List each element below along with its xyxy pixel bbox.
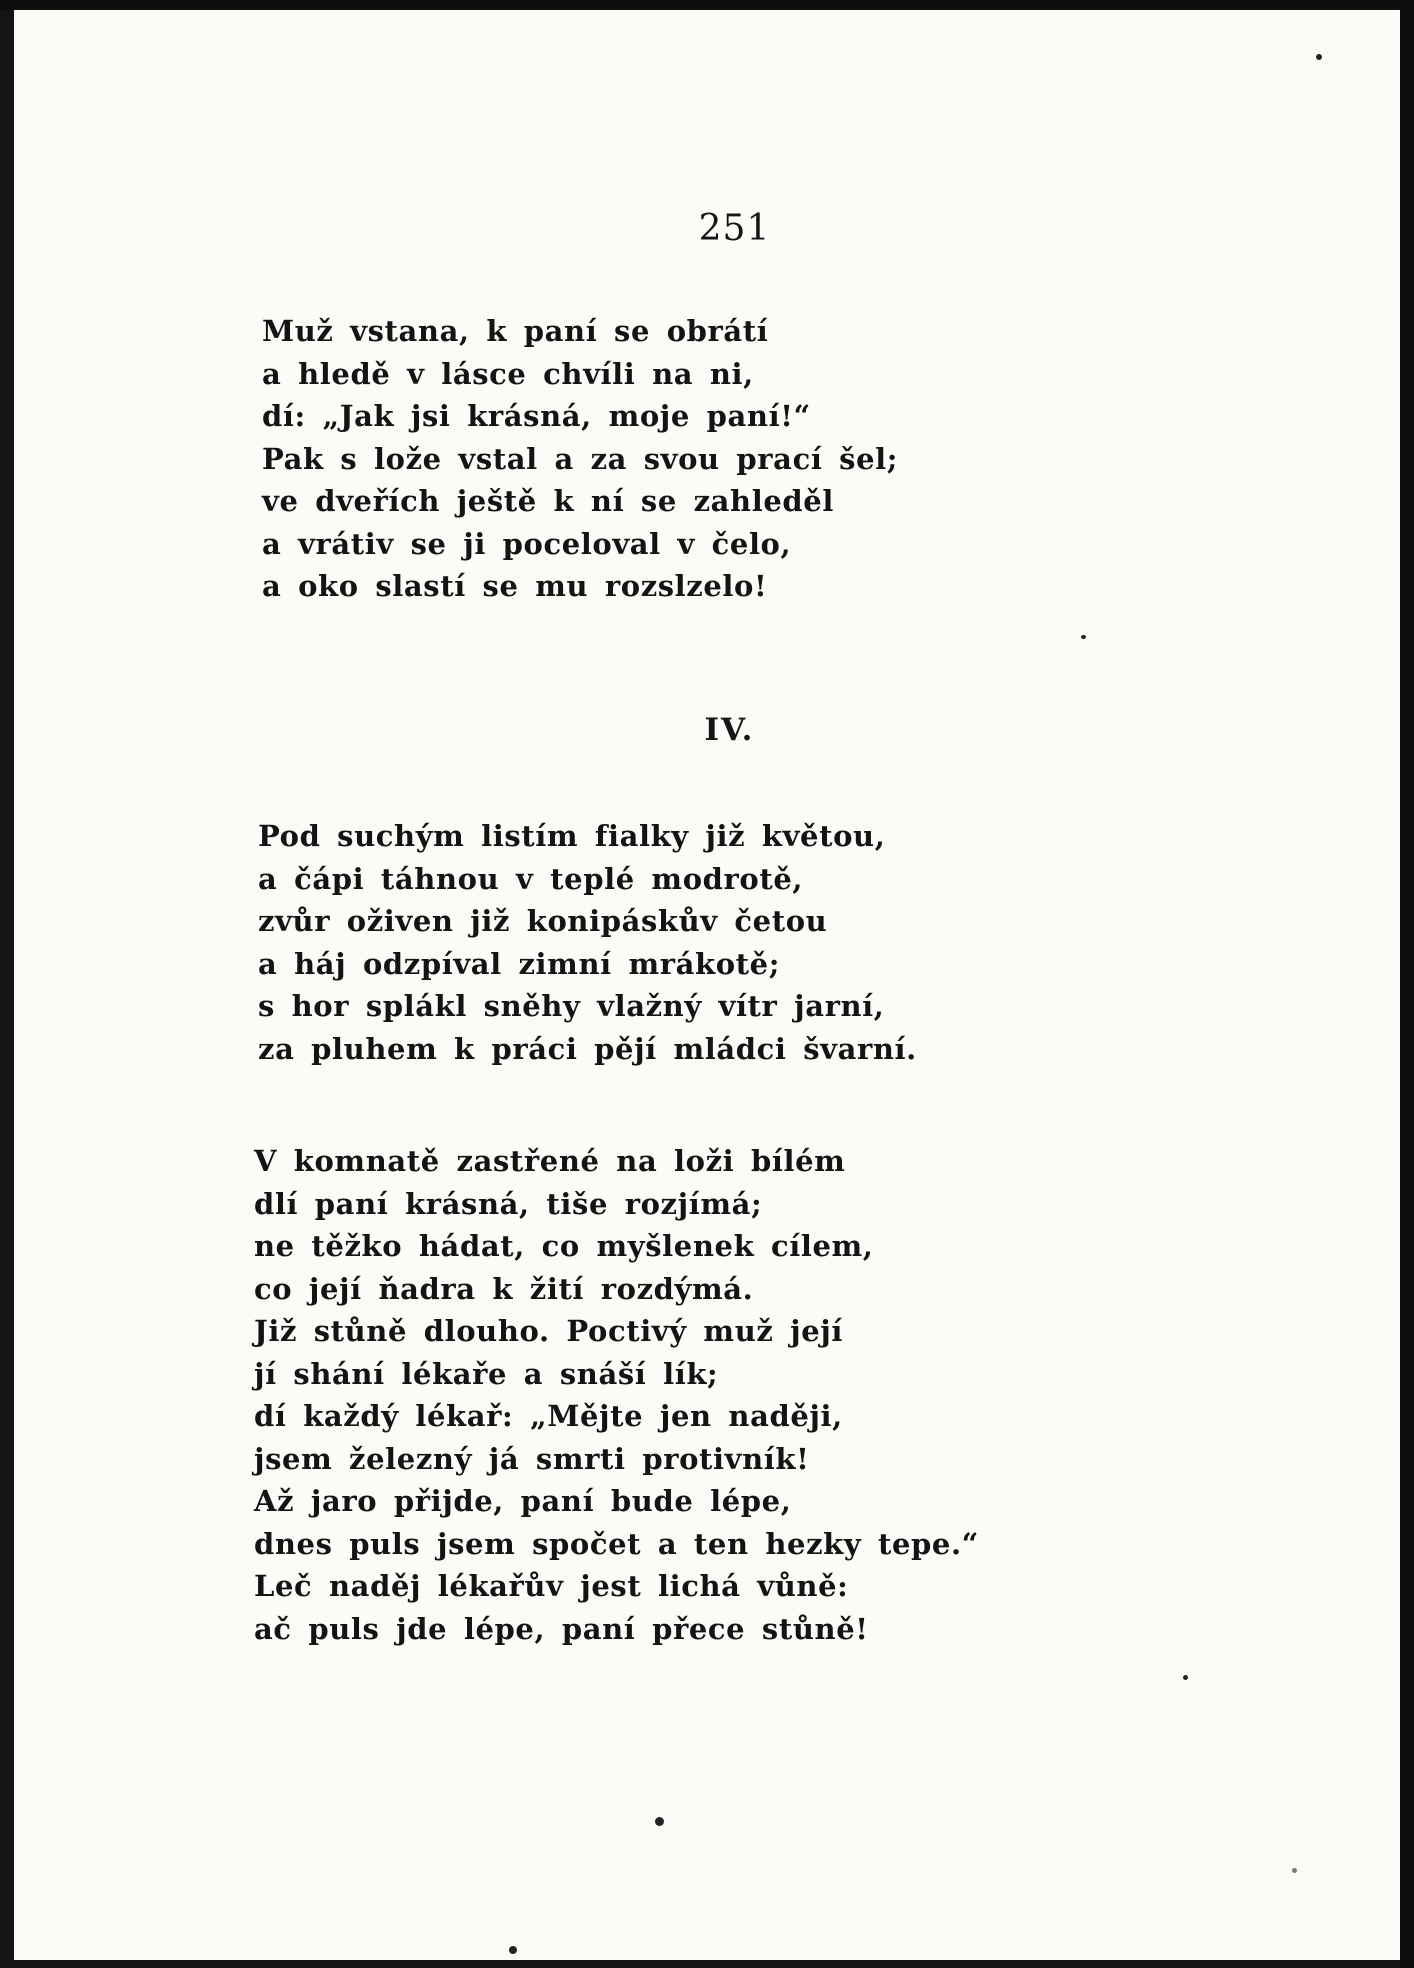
verse-line: dí: „Jak jsi krásná, moje paní!“ — [262, 399, 811, 433]
verse-line: s hor splákl sněhy vlažný vítr jarní, — [258, 989, 885, 1023]
stanza-3 — [254, 1140, 979, 1650]
verse-line: dnes puls jsem spočet a ten hezky tepe.“ — [254, 1526, 979, 1561]
verse-line: Leč naděj lékařův jest lichá vůně: — [254, 1569, 849, 1603]
verse-line: a hledě v lásce chvíli na ni, — [262, 356, 754, 391]
verse-line: ve dveřích ještě k ní se zahleděl — [262, 484, 834, 518]
verse-line: ač puls jde lépe, paní přece stůně! — [254, 1611, 869, 1646]
scan-edge-right — [1400, 0, 1414, 1968]
verse-line: Až jaro přijde, paní bude lépe, — [254, 1484, 792, 1518]
verse-line: dí každý lékař: „Mějte jen naději, — [254, 1399, 843, 1433]
verse-line: Pod suchým listím fialky již květou, — [258, 819, 886, 853]
verse-line: jsem železný já smrti protivník! — [254, 1441, 810, 1476]
verse-line: jí shání lékaře a snáší lík; — [254, 1356, 719, 1391]
verse-line: a oko slastí se mu rozslzelo! — [262, 569, 768, 603]
verse-line: ne těžko hádat, co myšlenek cílem, — [254, 1229, 874, 1263]
page-number: 251 — [698, 208, 771, 249]
verse-line: Již stůně dlouho. Poctivý muž její — [254, 1314, 843, 1348]
stanza-1 — [262, 310, 898, 608]
verse-line: V komnatě zastřené na loži bílém — [254, 1144, 846, 1178]
verse-line: a háj odzpíval zimní mrákotě; — [258, 946, 780, 981]
verse-line: zvůr oživen již konipáskův četou — [258, 904, 828, 938]
verse-line: a čápi táhnou v teplé modrotě, — [258, 861, 804, 896]
stanza-2 — [258, 815, 917, 1070]
scan-edge-top — [0, 0, 1414, 10]
scan-speck — [1183, 1675, 1188, 1680]
scan-speck — [1081, 635, 1086, 639]
verse-line: Muž vstana, k paní se obrátí — [262, 314, 769, 348]
verse-line: za pluhem k práci pějí mládci švarní. — [258, 1031, 917, 1066]
scan-speck — [1316, 54, 1322, 60]
verse-line: Pak s lože vstal a za svou prací šel; — [262, 441, 899, 476]
verse-line: a vrátiv se ji poceloval v čelo, — [262, 526, 792, 561]
section-heading: IV. — [704, 712, 755, 748]
scan-speck — [1292, 1868, 1297, 1873]
scan-speck — [509, 1946, 517, 1954]
book-page — [14, 10, 1400, 1960]
verse-line: co její ňadra k žití rozdýmá. — [254, 1271, 754, 1306]
scan-speck — [655, 1817, 664, 1826]
verse-line: dlí paní krásná, tiše rozjímá; — [254, 1186, 763, 1221]
